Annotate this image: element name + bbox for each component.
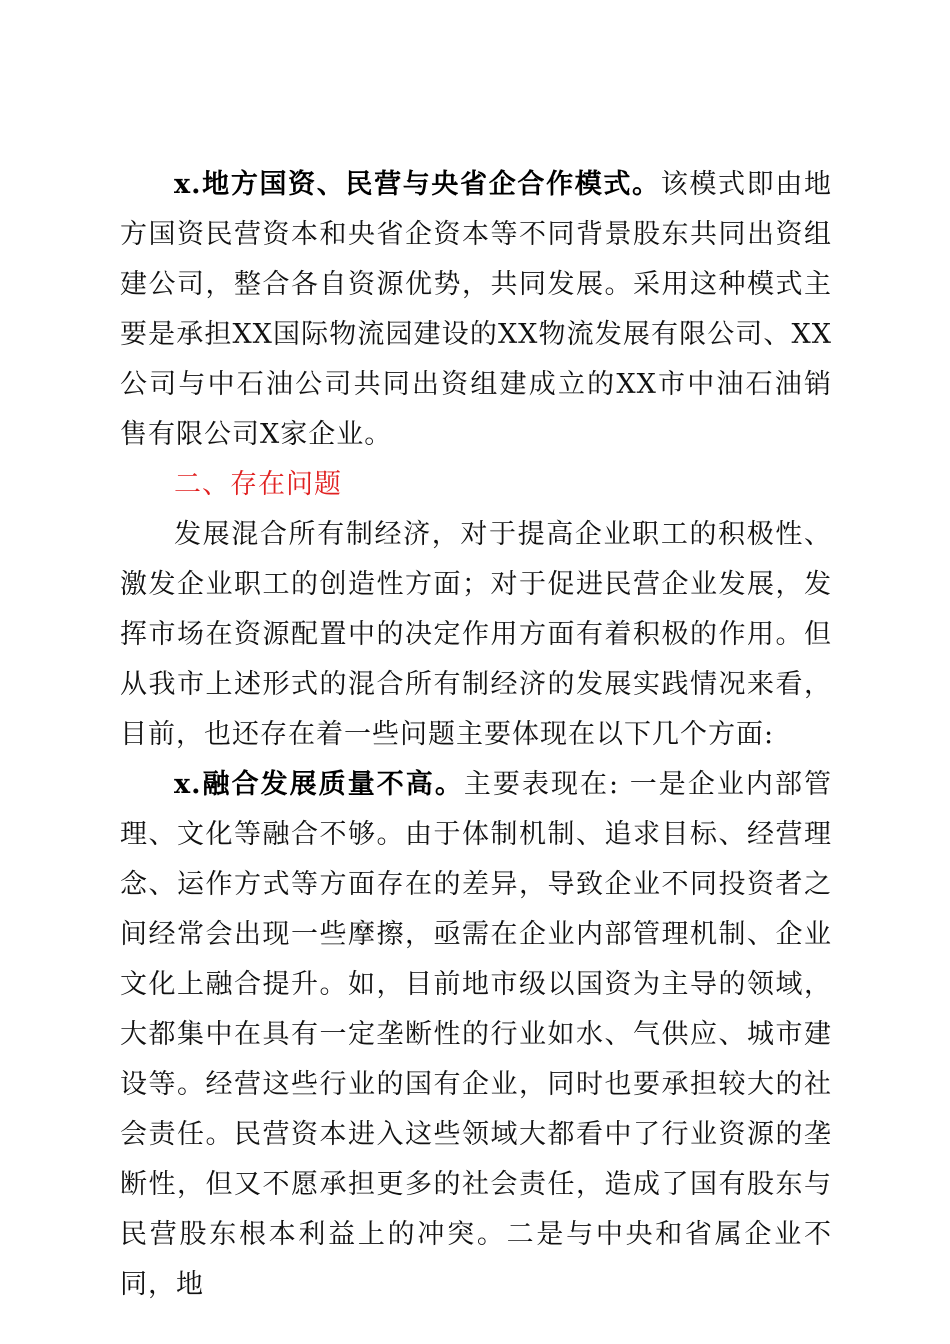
section-heading-problems: 二、存在问题 [174, 469, 342, 500]
paragraph-lead-integration-quality: x.融合发展质量不高。 [174, 769, 464, 800]
paragraph-body-cooperation-model: 该模式即由地方国资民营资本和央省企资本等不同背景股东共同出资组建公司，整合各自资源优势，共同发展。采用这种模式主要是承担XX国际物流园建设的XX物流发展有限公司、XX公司与中石油公司共同出资组建成立的XX市中油石油销售有限公司X家企业。 [120, 169, 832, 450]
paragraph-lead-cooperation-model: x.地方国资、民营与央省企合作模式。 [174, 169, 661, 200]
document-body [120, 160, 832, 1310]
paragraph-problems-intro: 发展混合所有制经济，对于提高企业职工的积极性、激发企业职工的创造性方面；对于促进民营企业发展，发挥市场在资源配置中的决定作用方面有着积极的作用。但从我市上述形式的混合所有制经济的发展实践情况来看，目前，也还存在着一些问题主要体现在以下几个方面: [120, 519, 832, 750]
paragraph-body-integration-quality: 主要表现在: 一是企业内部管理、文化等融合不够。由于体制机制、追求目标、经营理念、运作方式等方面存在的差异，导致企业不同投资者之间经常会出现一些摩擦，亟需在企业内部管理机制、企业文化上融合提升。如，目前地市级以国资为主导的领域，大都集中在具有一定垄断性的行业如水、气供应、城市建设等。经营这些行业的国有企业，同时也要承担较大的社会责任。民营资本进入这些领域大都看中了行业资源的垄断性，但又不愿承担更多的社会责任，造成了国有股东与民营股东根本利益上的冲突。二是与中央和省属企业不同，地 [120, 769, 832, 1300]
paragraph-cooperation-model [120, 160, 832, 460]
paragraph-integration-quality [120, 760, 832, 1310]
